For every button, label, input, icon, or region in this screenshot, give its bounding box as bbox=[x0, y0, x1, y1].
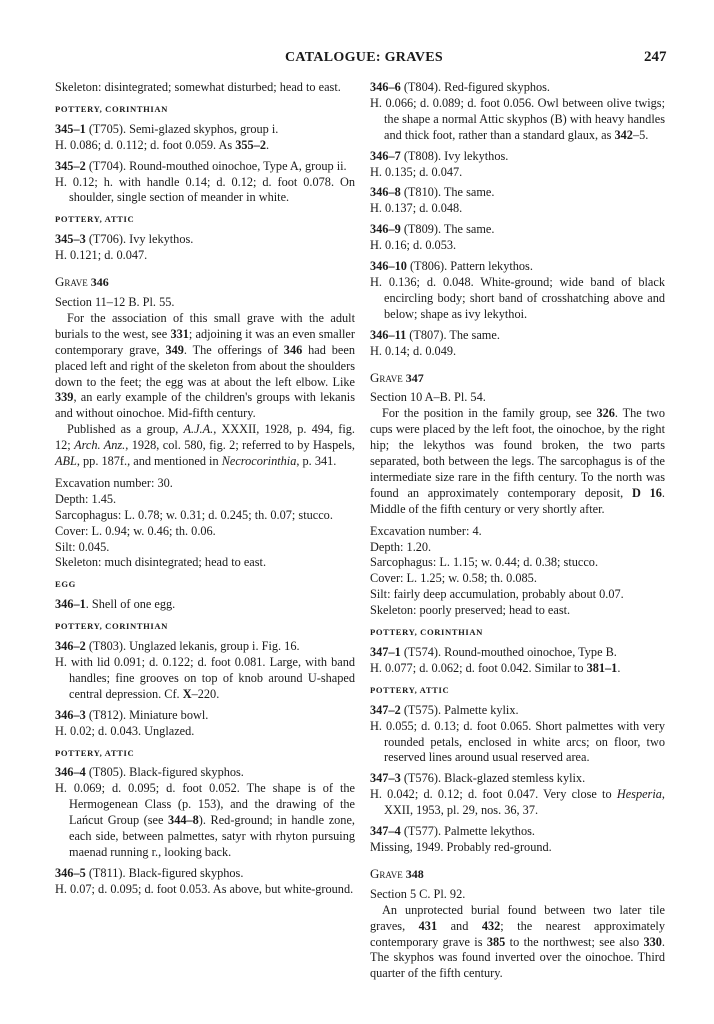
text-line bbox=[370, 787, 665, 819]
catalogue-entry bbox=[370, 259, 665, 323]
category-heading: POTTERY, ATTIC bbox=[55, 747, 135, 758]
text-span: Cover: L. 0.94; w. 0.46; th. 0.06. bbox=[55, 523, 216, 538]
text-span: Sarcophagus: L. 0.78; w. 0.31; d. 0.245; th. 0.07; stucco. bbox=[55, 507, 333, 522]
text-span: (T803). Unglazed lekanis, group i. Fig. 16. bbox=[85, 639, 300, 654]
entry-details: H. 0.121; d. 0.047. bbox=[55, 248, 148, 263]
skeleton-note: Skeleton: disintegrated; somewhat disturbed; head to east. bbox=[55, 80, 341, 94]
text-line bbox=[55, 781, 355, 861]
text-span: 381–1 bbox=[586, 660, 618, 675]
category-heading: POTTERY, CORINTHIAN bbox=[370, 627, 483, 638]
category-heading: POTTERY, CORINTHIAN bbox=[55, 103, 168, 114]
catalogue-entry bbox=[370, 328, 665, 360]
text-span: ). Red-ground; in handle zone, each side, between palmettes, satyr with rhyton pursuing maenad running r., looking back. bbox=[69, 813, 355, 859]
text-span: 349 bbox=[165, 342, 184, 357]
text-span: . Middle of the fifth century or very shortly after. bbox=[370, 485, 665, 516]
entry-number: 346–1 bbox=[55, 597, 86, 612]
publication-note bbox=[55, 422, 355, 470]
text-span: had been placed left and right of the skeleton from about the shoulders down to the feet; the egg was at about the left elbow. Like bbox=[55, 342, 355, 389]
text-line bbox=[55, 159, 355, 175]
text-span: ABL bbox=[55, 454, 77, 469]
page-number: 247 bbox=[644, 49, 667, 65]
text-line bbox=[55, 866, 355, 882]
grave-description bbox=[370, 903, 665, 983]
text-span: For the association of this small grave with the adult burials to the west, see bbox=[55, 310, 355, 341]
text-span: . The two cups were placed by the left foot, the oinochoe, by the right hip; the lekythos was found broken, the two parts separated, both between the legs. The sarcophagus is of the intermediate size rare in the fifth century. To the north was found an approximately contemporary deposit, bbox=[370, 406, 665, 500]
text-span: , XXII, 1953, pl. 29, nos. 36, 37. bbox=[384, 787, 665, 818]
text-span: Excavation number: 4. bbox=[370, 523, 482, 538]
text-span: 385 bbox=[486, 934, 506, 949]
entry-number: 347–4 bbox=[370, 824, 401, 839]
text-span: (T810). The same. bbox=[400, 185, 495, 200]
text-span: (T808). Ivy lekythos. bbox=[400, 148, 509, 163]
entry-number: 346–2 bbox=[55, 639, 86, 654]
entry-details: H. 0.086; d. 0.112; d. foot 0.059. As bbox=[55, 137, 236, 152]
grave-heading bbox=[370, 866, 665, 883]
text-span: H. 0.16; d. 0.053. bbox=[370, 238, 457, 253]
entry-number: 345–1 bbox=[55, 121, 86, 136]
catalogue-entry bbox=[370, 185, 665, 217]
text-span: (T804). Red-figured skyphos. bbox=[400, 80, 550, 94]
entry-number: 347–3 bbox=[370, 771, 401, 786]
text-line bbox=[370, 645, 665, 661]
grave-description bbox=[370, 406, 665, 517]
text-span: Skeleton: poorly preserved; head to east. bbox=[370, 603, 571, 618]
entry-number: 346–7 bbox=[370, 148, 401, 163]
text-line bbox=[370, 185, 665, 201]
category-heading: EGG bbox=[55, 579, 76, 590]
catalogue-entry bbox=[55, 866, 355, 898]
entry-title: (T706). Ivy lekythos. bbox=[85, 232, 194, 247]
text-span: Skeleton: much disintegrated; head to east. bbox=[55, 555, 267, 570]
text-line bbox=[55, 138, 355, 154]
text-span: An unprotected burial found between two later tile graves, bbox=[370, 902, 665, 933]
text-span: ; the nearest approximately contemporary grave is bbox=[370, 918, 665, 949]
text-span: H. 0.055; d. 0.13; d. foot 0.065. Short palmettes with very rounded petals, enclosed in white arcs; on floor, two reserved lines around usual reserved area. bbox=[370, 718, 665, 765]
text-span: (T575). Palmette kylix. bbox=[400, 702, 519, 717]
text-span: , 1928, col. 580, fig. 2; referred to by Haspels, bbox=[125, 438, 355, 453]
grave-heading bbox=[55, 274, 355, 291]
text-span: –220. bbox=[191, 686, 220, 701]
entry-details: H. 0.12; h. with handle 0.14; d. 0.12; d. foot 0.078. On shoulder, single section of meander in white. bbox=[55, 174, 355, 205]
text-span: (T811). Black-figured skyphos. bbox=[85, 865, 244, 880]
catalogue-entry bbox=[55, 597, 355, 613]
text-line bbox=[55, 765, 355, 781]
text-span: . The skyphos was found inverted over the oinochoe. Third quarter of the fifth century. bbox=[370, 934, 665, 981]
text-span: Hesperia bbox=[616, 787, 662, 802]
text-span: X bbox=[182, 686, 192, 701]
text-span: . The offerings of bbox=[183, 342, 284, 357]
text-span: 344–8 bbox=[168, 813, 199, 828]
text-span: (T576). Black-glazed stemless kylix. bbox=[400, 771, 586, 786]
text-line bbox=[55, 708, 355, 724]
entry-details: . bbox=[266, 137, 270, 152]
text-line bbox=[370, 824, 665, 840]
grave-heading bbox=[370, 370, 665, 387]
catalogue-entry bbox=[370, 149, 665, 181]
cross-reference: 355–2 bbox=[235, 137, 266, 152]
text-line bbox=[370, 96, 665, 144]
text-span: H. 0.135; d. 0.047. bbox=[370, 164, 463, 179]
entry-number: 345–3 bbox=[55, 232, 86, 247]
text-span: Cover: L. 1.25; w. 0.58; th. 0.085. bbox=[370, 571, 537, 586]
text-span: (T577). Palmette lekythos. bbox=[400, 824, 535, 839]
entry-number: 345–2 bbox=[55, 158, 86, 173]
entry-number: 347–2 bbox=[370, 702, 401, 717]
catalogue-entry bbox=[370, 771, 665, 819]
text-span: H. 0.14; d. 0.049. bbox=[370, 343, 457, 358]
text-span: 326 bbox=[596, 406, 615, 421]
text-span: Depth: 1.20. bbox=[370, 539, 432, 554]
text-span: , pp. 187f., and mentioned in bbox=[76, 454, 222, 469]
text-span: Arch. Anz. bbox=[74, 438, 126, 453]
grave-description bbox=[55, 311, 355, 422]
text-span: and bbox=[437, 918, 482, 933]
text-span: 330 bbox=[643, 934, 662, 949]
text-span: to the northwest; see also bbox=[505, 934, 644, 949]
text-line bbox=[55, 597, 355, 613]
catalogue-entry bbox=[55, 708, 355, 740]
grave-number: 348 bbox=[405, 866, 424, 881]
category-heading: POTTERY, ATTIC bbox=[370, 684, 450, 695]
section-reference: Section 10 A–B. Pl. 54. bbox=[370, 390, 486, 405]
excavation-data bbox=[370, 524, 665, 619]
text-span: H. 0.077; d. 0.062; d. foot 0.042. Similar to bbox=[370, 660, 587, 675]
text-span: (T809). The same. bbox=[400, 222, 495, 237]
category-heading: POTTERY, ATTIC bbox=[55, 214, 135, 225]
text-span: H. 0.136; d. 0.048. White-ground; wide band of black encircling body; short band of crosshatching above and below; shape as ivy lekythoi. bbox=[370, 274, 665, 321]
text-span: For the position in the family group, see bbox=[382, 406, 597, 421]
text-span: . Shell of one egg. bbox=[85, 597, 176, 612]
right-column bbox=[370, 80, 665, 982]
text-span: 431 bbox=[418, 918, 438, 933]
entry-number: 346–8 bbox=[370, 185, 401, 200]
entry-number: 346–5 bbox=[55, 865, 86, 880]
entry-title: (T705). Semi-glazed skyphos, group i. bbox=[85, 121, 279, 136]
running-head: CATALOGUE: GRAVES bbox=[285, 50, 443, 65]
text-span: Sarcophagus: L. 1.15; w. 0.44; d. 0.38; stucco. bbox=[370, 555, 599, 570]
text-span: Silt: fairly deep accumulation, probably about 0.07. bbox=[370, 587, 624, 602]
text-span: Excavation number: 30. bbox=[55, 475, 173, 490]
catalogue-entry bbox=[55, 159, 355, 207]
text-line bbox=[370, 703, 665, 719]
text-span: H. 0.07; d. 0.095; d. foot 0.053. As above, but white-ground. bbox=[55, 881, 354, 896]
text-span: Silt: 0.045. bbox=[55, 539, 110, 554]
excavation-data bbox=[55, 476, 355, 571]
text-line bbox=[55, 122, 355, 138]
text-span: H. 0.137; d. 0.048. bbox=[370, 201, 463, 216]
text-span: , XXXII, 1928, p. 494, fig. 12; bbox=[55, 422, 355, 453]
catalogue-entry bbox=[370, 645, 665, 677]
text-line bbox=[55, 655, 355, 703]
catalogue-entry bbox=[370, 703, 665, 767]
entry-number: 347–1 bbox=[370, 645, 401, 659]
text-span: ; adjoining it was an even smaller contemporary grave, bbox=[55, 326, 355, 357]
text-line bbox=[370, 328, 665, 344]
entry-number: 346–6 bbox=[370, 80, 401, 94]
grave-number: 347 bbox=[405, 370, 424, 385]
text-span: (T574). Round-mouthed oinochoe, Type B. bbox=[400, 645, 617, 659]
catalogue-entry bbox=[370, 80, 665, 144]
text-span: D 16 bbox=[631, 485, 662, 500]
grave-word: Grave bbox=[370, 369, 403, 385]
text-span: . bbox=[617, 660, 621, 675]
left-column bbox=[55, 80, 355, 903]
grave-number: 346 bbox=[90, 275, 109, 290]
entry-number: 346–11 bbox=[370, 327, 407, 342]
text-span: (T806). Pattern lekythos. bbox=[406, 259, 533, 274]
text-span: Depth: 1.45. bbox=[55, 491, 117, 506]
catalogue-entry bbox=[370, 824, 665, 856]
section-reference: Section 5 C. Pl. 92. bbox=[370, 886, 466, 901]
text-line bbox=[370, 149, 665, 165]
text-span: 339 bbox=[55, 390, 74, 405]
catalogue-entry bbox=[370, 222, 665, 254]
text-line bbox=[370, 259, 665, 275]
text-line bbox=[370, 222, 665, 238]
entry-number: 346–10 bbox=[370, 259, 407, 274]
text-line bbox=[370, 771, 665, 787]
entry-number: 346–9 bbox=[370, 222, 401, 237]
text-span: 331 bbox=[170, 326, 189, 341]
text-span: 342 bbox=[614, 127, 633, 142]
text-span: (T805). Black-figured skyphos. bbox=[85, 765, 244, 780]
text-span: H. with lid 0.091; d. 0.122; d. foot 0.081. Large, with band handles; fine grooves on top of knob around U-shaped central depression. Cf. bbox=[55, 655, 355, 701]
entry-title: (T704). Round-mouthed oinochoe, Type A, group ii. bbox=[85, 158, 347, 173]
catalogue-entry bbox=[55, 232, 355, 264]
grave-word: Grave bbox=[55, 274, 88, 290]
text-span: H. 0.069; d. 0.095; d. foot 0.052. The shape is of the Hermogenean Class (p. 153), and the drawing of the Lańcut Group (see bbox=[55, 781, 355, 828]
text-span: , p. 341. bbox=[296, 454, 337, 469]
text-span: –5. bbox=[632, 127, 649, 142]
text-span: , an early example of the children's groups with lekanis and without oinochoe. Mid-fifth century. bbox=[55, 390, 355, 421]
catalogue-entry bbox=[55, 122, 355, 154]
category-heading: POTTERY, CORINTHIAN bbox=[55, 621, 168, 632]
section-reference: Section 11–12 B. Pl. 55. bbox=[55, 294, 175, 309]
grave-word: Grave bbox=[370, 865, 403, 881]
text-span: H. 0.02; d. 0.043. Unglazed. bbox=[55, 723, 195, 738]
catalogue-entry bbox=[55, 765, 355, 860]
text-line bbox=[55, 639, 355, 655]
text-span: H. 0.066; d. 0.089; d. foot 0.056. Owl between olive twigs; the shape a normal Attic skyphos (B) with heavy handles and thick foot, rather than a standard glaux, as bbox=[370, 95, 665, 142]
entry-number: 346–3 bbox=[55, 707, 86, 722]
text-span: A.J.A. bbox=[183, 422, 214, 437]
text-span: H. 0.042; d. 0.12; d. foot 0.047. Very close to bbox=[370, 787, 617, 802]
text-span: (T812). Miniature bowl. bbox=[85, 707, 209, 722]
text-line bbox=[370, 661, 665, 677]
entry-number: 346–4 bbox=[55, 765, 86, 780]
text-span: 432 bbox=[481, 918, 501, 933]
catalogue-entry bbox=[55, 639, 355, 703]
text-line bbox=[370, 80, 665, 96]
text-span: (T807). The same. bbox=[406, 327, 500, 342]
text-line bbox=[55, 232, 355, 248]
text-span: Published as a group, bbox=[67, 422, 184, 437]
text-span: 346 bbox=[283, 342, 303, 357]
text-span: Missing, 1949. Probably red-ground. bbox=[370, 839, 552, 854]
text-span: Necrocorinthia bbox=[221, 454, 297, 469]
